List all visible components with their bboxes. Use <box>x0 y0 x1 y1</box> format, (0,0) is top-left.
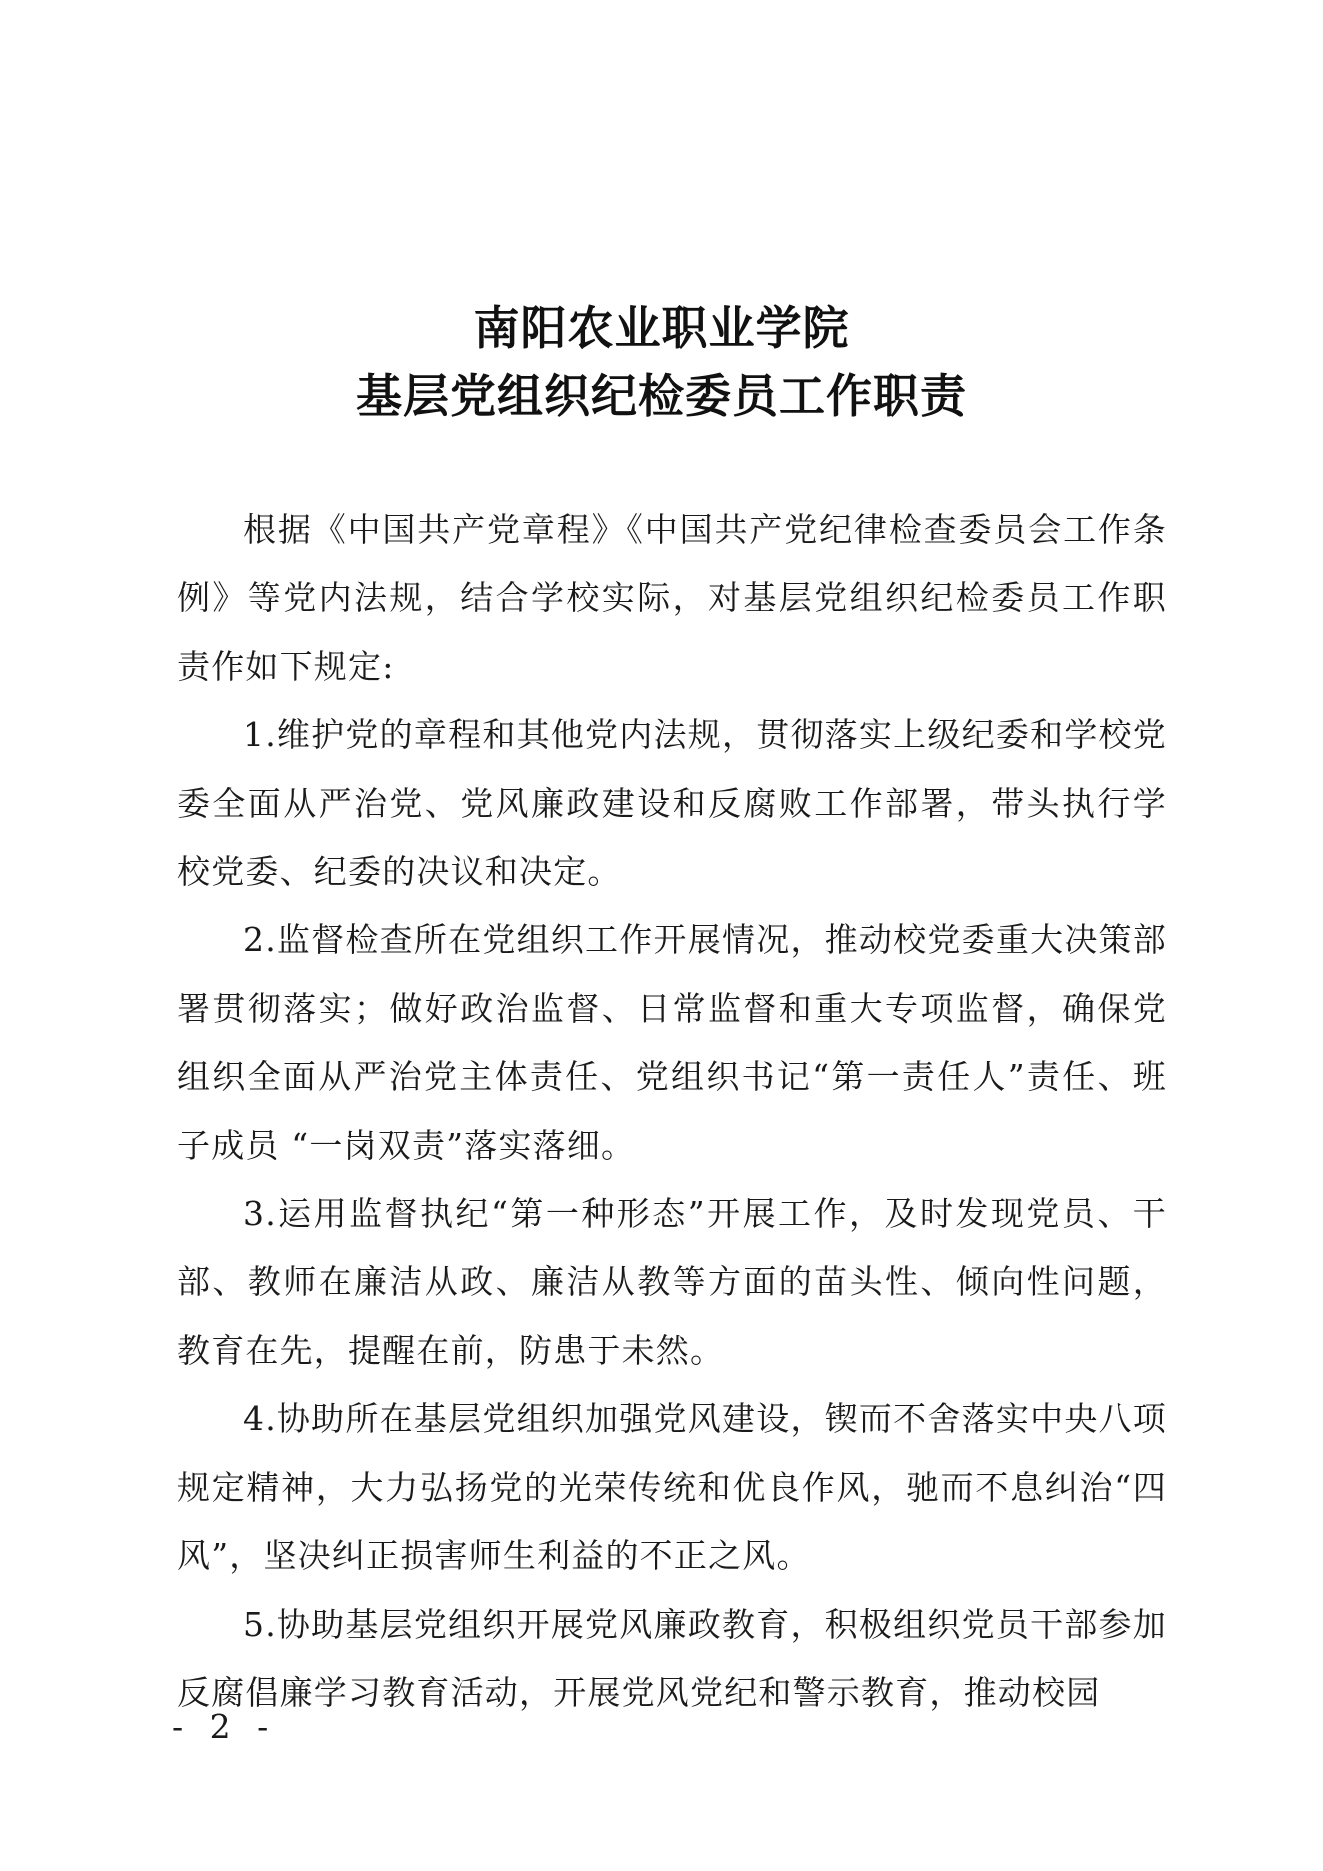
document-title-line-2: 基层党组织纪检委员工作职责 <box>356 369 967 423</box>
document-body <box>177 496 1167 1727</box>
document-title-line-1: 南阳农业职业学院 <box>473 301 850 355</box>
paragraph-item-5: 5.协助基层党组织开展党风廉政教育，积极组织党员干部参加反腐倡廉学习教育活动，开展党风党纪和警示教育，推动校园 <box>177 1604 1167 1712</box>
page-number: - 2 - <box>172 1707 277 1746</box>
paragraph-intro: 根据《中国共产党章程》《中国共产党纪律检查委员会工作条例》等党内法规，结合学校实际，对基层党组织纪检委员工作职责作如下规定: <box>177 510 1167 686</box>
paragraph-item-3: 3.运用监督执纪“第一种形态”开展工作，及时发现党员、干部、教师在廉洁从政、廉洁从教等方面的苗头性、倾向性问题，教育在先，提醒在前，防患于未然。 <box>177 1194 1167 1370</box>
paragraph-item-2: 2.监督检查所在党组织工作开展情况，推动校党委重大决策部署贯彻落实；做好政治监督、日常监督和重大专项监督，确保党组织全面从严治党主体责任、党组织书记“第一责任人”责任、班子成员 “一岗双责”落实落细。 <box>177 920 1167 1165</box>
paragraph-item-4: 4.协助所在基层党组织加强党风建设，锲而不舍落实中央八项规定精神，大力弘扬党的光荣传统和优良作风，驰而不息纠治“四风”，坚决纠正损害师生利益的不正之风。 <box>177 1399 1167 1576</box>
paragraph-item-1: 1.维护党的章程和其他党内法规，贯彻落实上级纪委和学校党委全面从严治党、党风廉政建设和反腐败工作部署，带头执行学校党委、纪委的决议和决定。 <box>177 715 1167 892</box>
